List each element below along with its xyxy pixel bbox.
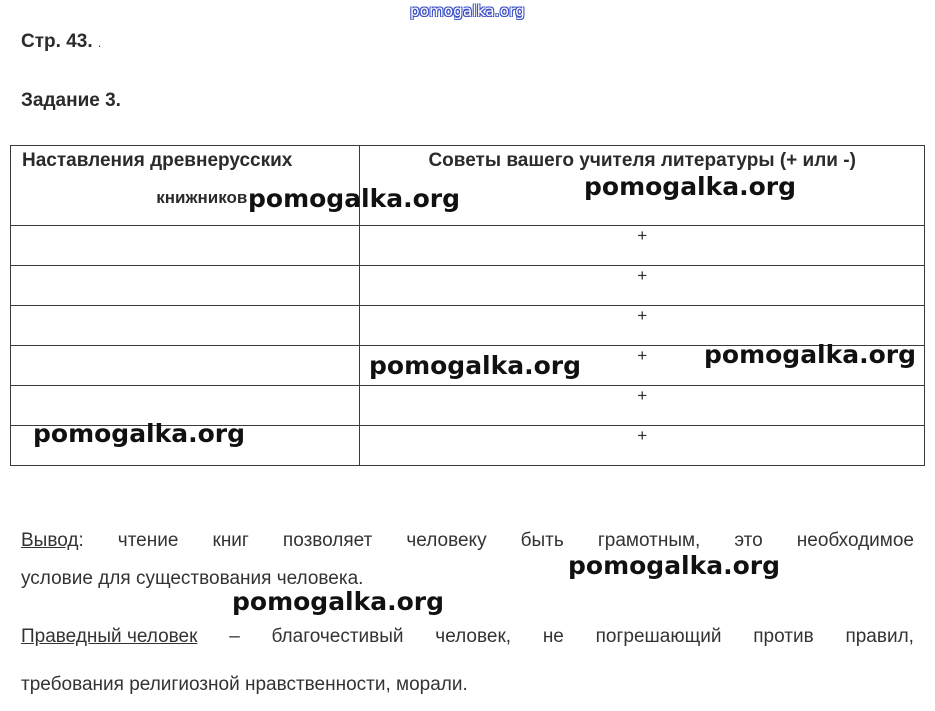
definition-word: не: [542, 626, 564, 647]
definition-line2: требования религиозной нравственности, морали.: [21, 674, 468, 695]
table-row: [11, 226, 925, 266]
table-cell-right: +: [360, 426, 925, 466]
table-cell-left: [11, 226, 360, 266]
table-cell-left: [11, 346, 360, 386]
watermark: pomogalka.org: [584, 172, 797, 201]
watermark: pomogalka.org: [248, 184, 461, 213]
task-title: Задание 3.: [21, 90, 121, 111]
definition-line1: [21, 618, 914, 656]
conclusion-first: [21, 522, 84, 560]
conclusion-paragraph: [21, 522, 914, 598]
watermark: pomogalka.org: [232, 587, 445, 616]
table-cell-right: +: [360, 266, 925, 306]
definition-word: правил,: [845, 626, 914, 647]
table-cell-right: +: [360, 226, 925, 266]
header-left-line2: книжников: [156, 188, 248, 207]
page-reference-text: Стр. 43.: [21, 31, 93, 52]
table-cell-right: +: [360, 386, 925, 426]
conclusion-word: чтение: [117, 530, 179, 551]
page-reference-mark: .: [97, 36, 102, 50]
site-watermark-top: pomogalka.org: [410, 2, 525, 20]
watermark: pomogalka.org: [33, 419, 246, 448]
conclusion-word: необходимое: [796, 530, 914, 551]
conclusion-line1: [21, 522, 914, 560]
conclusion-word: быть: [520, 530, 564, 551]
conclusion-word: грамотным,: [597, 530, 701, 551]
definition-word: против: [753, 626, 814, 647]
conclusion-word: :: [78, 530, 84, 551]
watermark: pomogalka.org: [568, 551, 781, 580]
definition-paragraph: [21, 618, 914, 704]
definition-word: –: [229, 626, 240, 647]
definition-word: благочестивый: [271, 626, 404, 647]
conclusion-line2: условие для существования человека.: [21, 568, 364, 589]
definition-word: погрешающий: [595, 626, 722, 647]
definition-term: Праведный человек: [21, 626, 198, 647]
definition-word: человек,: [435, 626, 512, 647]
conclusion-word: позволяет: [282, 530, 373, 551]
header-left-line1: Наставления древнерусских: [22, 150, 293, 171]
conclusion-word: человеку: [406, 530, 487, 551]
conclusion-word: это: [734, 530, 763, 551]
header-right-label: Советы вашего учителя литературы (+ или -): [428, 150, 856, 171]
conclusion-term: Вывод: [21, 530, 79, 551]
watermark: pomogalka.org: [369, 351, 582, 380]
page-reference: [21, 31, 101, 53]
watermark: pomogalka.org: [704, 340, 917, 369]
table-cell-left: [11, 266, 360, 306]
table-cell-right: +: [360, 306, 925, 346]
table-cell-right: +: [360, 346, 925, 386]
table-cell-left: [11, 306, 360, 346]
table-row: [11, 266, 925, 306]
conclusion-word: книг: [212, 530, 249, 551]
